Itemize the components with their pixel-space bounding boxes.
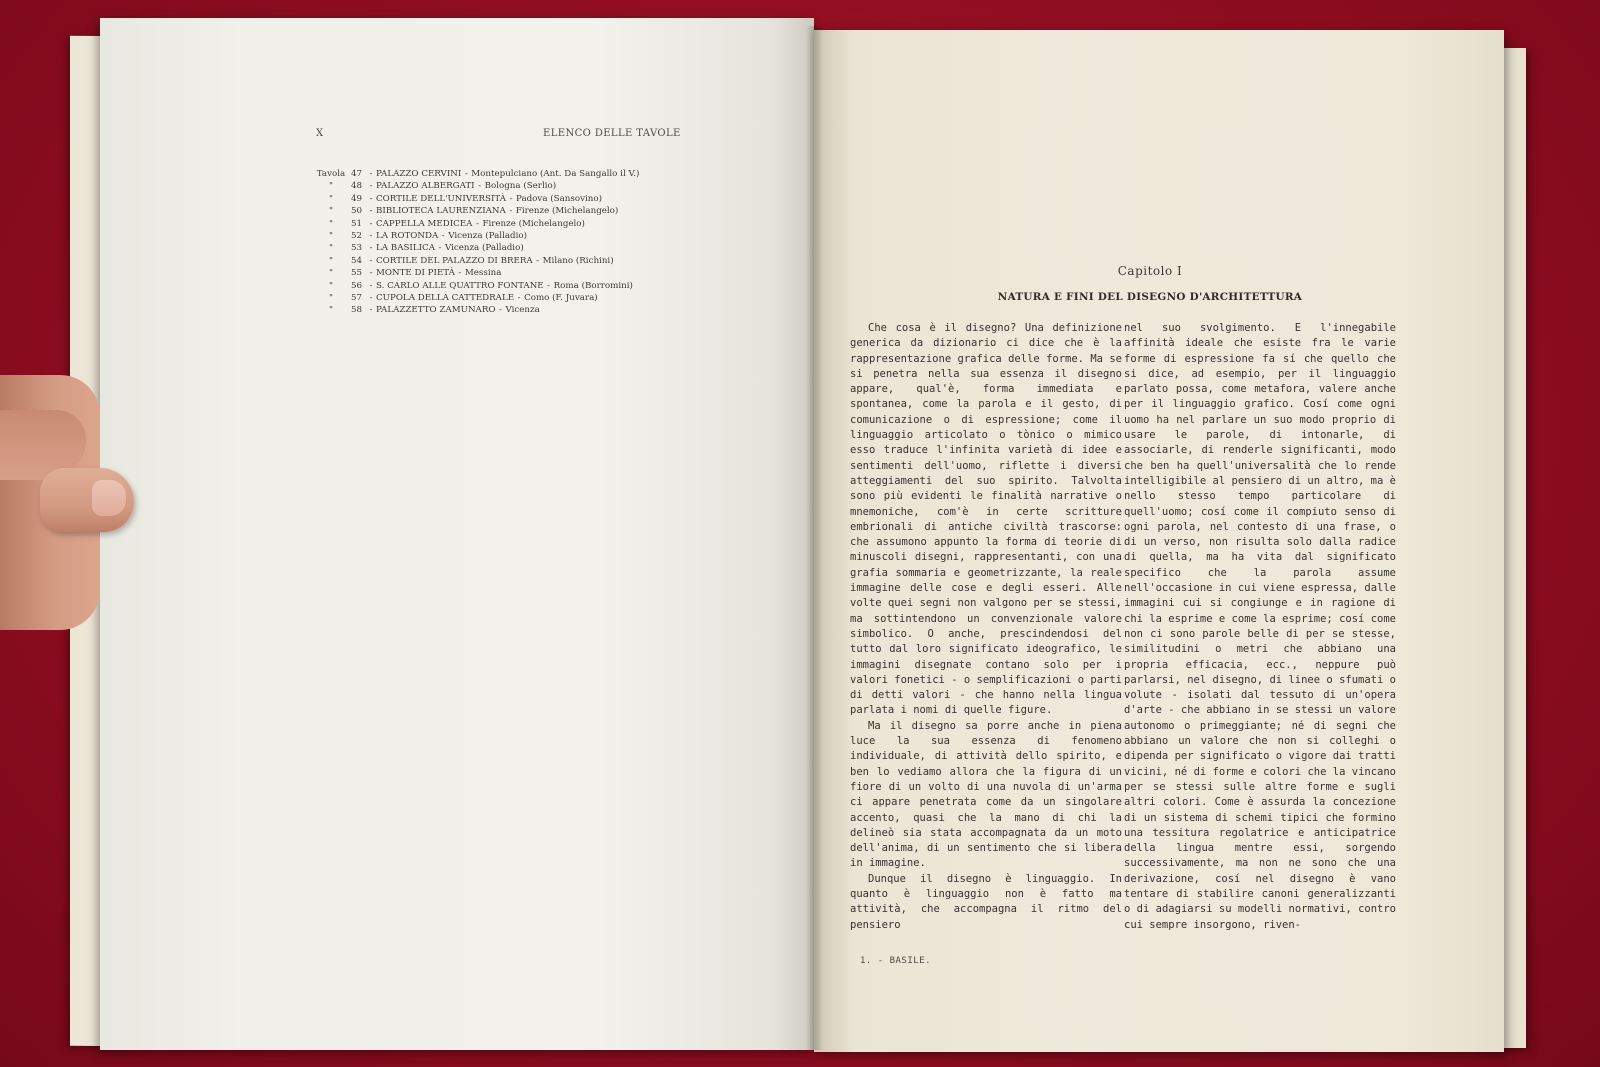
plate-name: CORTILE DELL'UNIVERSITÀ: [376, 193, 506, 204]
paragraph: Ma il disegno sa porre anche in piena luce la sua essenza di fenomeno individuale, di attività dello spirito, e ben lo vediamo allora che la figura di un fiore di un volto di una nuvola di un'arma ci appare penetrata come da un singolare accento, quasi che la mano di chi la delineò sia stata accompagnata da un moto dell'anima, di un sentimento che si libera in immagine.: [850, 719, 1122, 870]
plate-detail: Firenze (Michelangelo): [515, 206, 619, 217]
plate-separator: -: [369, 206, 373, 217]
plate-entry: [316, 168, 661, 180]
text-column-left: [850, 321, 1122, 933]
plate-label: ": [329, 268, 333, 279]
plate-number: 53: [350, 243, 362, 254]
plate-label: ": [329, 193, 333, 204]
thumb-nail: [92, 480, 126, 516]
plate-separator: -: [369, 193, 373, 204]
plate-name: LA ROTONDA: [376, 230, 439, 241]
plate-detail: Vicenza (Palladio): [448, 230, 527, 241]
plate-separator: -: [369, 268, 373, 279]
plate-detail: Roma (Borromini): [553, 280, 633, 291]
plate-separator: -: [369, 169, 373, 179]
plate-name: CUPOLA DELLA CATTEDRALE: [376, 292, 515, 303]
plate-number: 57: [350, 292, 362, 303]
plate-detail: Vicenza: [505, 305, 540, 316]
plate-detail: Montepulciano (Ant. Da Sangallo il V.): [471, 169, 640, 179]
book-gutter: [806, 26, 824, 1050]
plate-name: S. CARLO ALLE QUATTRO FONTANE: [376, 280, 544, 291]
plate-label: ": [329, 243, 333, 254]
plate-separator: -: [458, 268, 462, 279]
plate-separator: -: [536, 255, 540, 266]
plate-entry: [316, 193, 661, 205]
plate-separator: -: [369, 280, 373, 291]
plate-separator: -: [509, 206, 513, 217]
plate-label: ": [329, 181, 333, 192]
plate-entry: [316, 304, 661, 316]
plate-detail: Vicenza (Palladio): [444, 243, 524, 254]
plate-label: ": [329, 218, 333, 229]
plate-separator: -: [499, 305, 502, 316]
plate-detail: Como (F. Juvara): [524, 292, 598, 303]
plate-number: 58: [350, 305, 362, 316]
plate-name: PALAZZO CERVINI: [376, 169, 462, 179]
plates-list: [316, 168, 661, 317]
plate-detail: Bologna (Serlio): [484, 181, 557, 192]
plate-number: 56: [350, 280, 362, 291]
plate-entry: [316, 205, 661, 217]
plate-separator: -: [547, 280, 551, 291]
paragraph: Dunque il disegno è linguaggio. In quanto è linguaggio non è fatto ma attività, che accompagna il ritmo del pensiero: [850, 872, 1122, 931]
plate-number: 49: [350, 193, 362, 204]
plate-detail: Messina: [464, 268, 502, 279]
plate-label: ": [329, 280, 333, 291]
plate-separator: -: [369, 255, 373, 266]
plate-separator: -: [369, 218, 373, 229]
plate-label: ": [329, 292, 333, 303]
plate-entry: [316, 230, 661, 242]
plate-label: ": [329, 206, 333, 217]
plate-separator: -: [369, 292, 373, 303]
plate-number: 55: [350, 268, 362, 279]
signature-mark: 1. - BASILE.: [860, 956, 932, 966]
plate-entry: [316, 180, 661, 192]
plate-separator: -: [475, 218, 479, 229]
plate-separator: -: [369, 230, 373, 241]
plate-entry: [316, 280, 661, 292]
plate-name: LA BASILICA: [376, 243, 435, 254]
chapter-title: NATURA E FINI DEL DISEGNO D'ARCHITETTURA: [997, 291, 1303, 303]
plate-separator: -: [438, 243, 442, 254]
plate-number: 52: [350, 230, 362, 241]
plate-separator: -: [517, 292, 521, 303]
plate-number: 54: [350, 255, 362, 266]
running-head: ELENCO DELLE TAVOLE: [543, 128, 681, 139]
plate-detail: Padova (Sansovino): [515, 193, 602, 204]
plate-label: Tavola: [316, 169, 346, 179]
plate-label: ": [329, 255, 333, 266]
plate-entry: [316, 242, 661, 254]
paragraph: Che cosa è il disegno? Una definizione generica da dizionario ci dice che è la rappresentazione grafica delle forme. Ma se si penetra nella sua essenza il disegno appare, qual'è, forma immediata e spontanea, come la parola e il gesto, di comunicazione o di espressione; come il linguaggio articolato o tònico o mimico esso traduce l'infinita varietà di idee e sentimenti dell'uomo, riflette i diversi atteggiamenti del suo spirito. Talvolta sono più evidenti le finalità narrative o mnemoniche, com'è in certe scritture embrionali di antiche civiltà trascorse: che assumono appunto la forma di teorie di minuscoli disegni, rappresentanti, con una grafia sommaria e geometrizzante, la reale immagine delle cose e degli esseri. Alle volte quei segni non valgono per se stessi, ma sottintendono un convenzionale valore simbolico. O anche, prescindendosi del tutto dal loro significato ideografico, le immagini disegnate contano solo per i valori fonetici - o semplificazioni o parti di detti valori - che hanno nella lingua parlata i nomi di quelle figure.: [850, 322, 1122, 717]
paragraph: nel suo svolgimento. E l'innegabile affinità ideale che esiste fra le varie forme di espressione fa sí che quello che si dice, ad esempio, per il linguaggio parlato possa, come metafora, valere anche per il linguaggio grafico. Cosí come ogni uomo ha nel parlare un suo modo proprio di usare le parole, di intonarle, di associarle, di renderle significanti, modo che ben ha quell'universalità che lo rende intelligibile al pensiero di un altro, ma è nello stesso tempo particolare di quell'uomo; cosí come il compiuto senso di ogni parola, nel contesto di una frase, o di un verso, non risulta solo dalla radice di quella, ma ha vita dal significato specifico che la parola assume nell'occasione in cui viene espressa, dalle immagini cui si congiunge e in ragione di chi la esprime e come la esprime; cosí come non ci sono parole belle di per se stesse, similitudini o metri che abbiano una propria efficacia, ecc., neppure può parlarsi, nel disegno, di linee o sfumati o volute - isolati dal tessuto di un'opera d'arte - che abbiano in se stessi un valore autonomo o primeggiante; né di segni che abbiano un valore che non si colleghi o dipenda per significato o vigore dai tratti vicini, né di forme e colori che la vincano per se stessi sulle altre forme e sugli altri colori. Come è assurda la concezione di un sistema di schemi tipici che formino una tessitura regolatrice e anticipatrice della lingua mentre essi, sorgendo successivamente, ma non ne sono che una derivazione, cosí nel disegno è vano tentare di stabilire canoni generalizzanti o di adagiarsi su modelli normativi, contro cui sempre insorgono, riven-: [1124, 322, 1396, 931]
plate-detail: Firenze (Michelangelo): [482, 218, 585, 229]
plate-number: 51: [350, 218, 362, 229]
plate-label: ": [329, 230, 333, 241]
plate-entry: [316, 218, 661, 230]
plate-separator: -: [369, 181, 373, 192]
plate-name: CORTILE DEL PALAZZO DI BRERA: [376, 255, 533, 266]
plate-label: ": [329, 305, 333, 316]
plate-entry: [316, 255, 661, 267]
plate-entry: [316, 292, 661, 304]
plate-separator: -: [464, 169, 468, 179]
plate-separator: -: [369, 243, 373, 254]
plate-separator: -: [369, 305, 373, 316]
plate-number: 48: [350, 181, 362, 192]
page-number: X: [316, 128, 324, 139]
plate-entry: [316, 267, 661, 279]
plate-number: 50: [350, 206, 362, 217]
plate-name: CAPPELLA MEDICEA: [376, 218, 473, 229]
plate-separator: -: [478, 181, 482, 192]
text-column-right: [1124, 321, 1396, 933]
plate-separator: -: [441, 230, 445, 241]
plate-name: PALAZZETTO ZAMUNARO: [376, 305, 496, 316]
plate-number: 47: [350, 169, 362, 179]
chapter-label: Capitolo I: [1117, 264, 1183, 278]
plate-name: MONTE DI PIETÀ: [376, 268, 455, 279]
plate-detail: Milano (Richini): [542, 255, 614, 266]
plate-name: PALAZZO ALBERGATI: [376, 181, 475, 192]
plate-name: BIBLIOTECA LAURENZIANA: [376, 206, 506, 217]
plate-separator: -: [509, 193, 513, 204]
